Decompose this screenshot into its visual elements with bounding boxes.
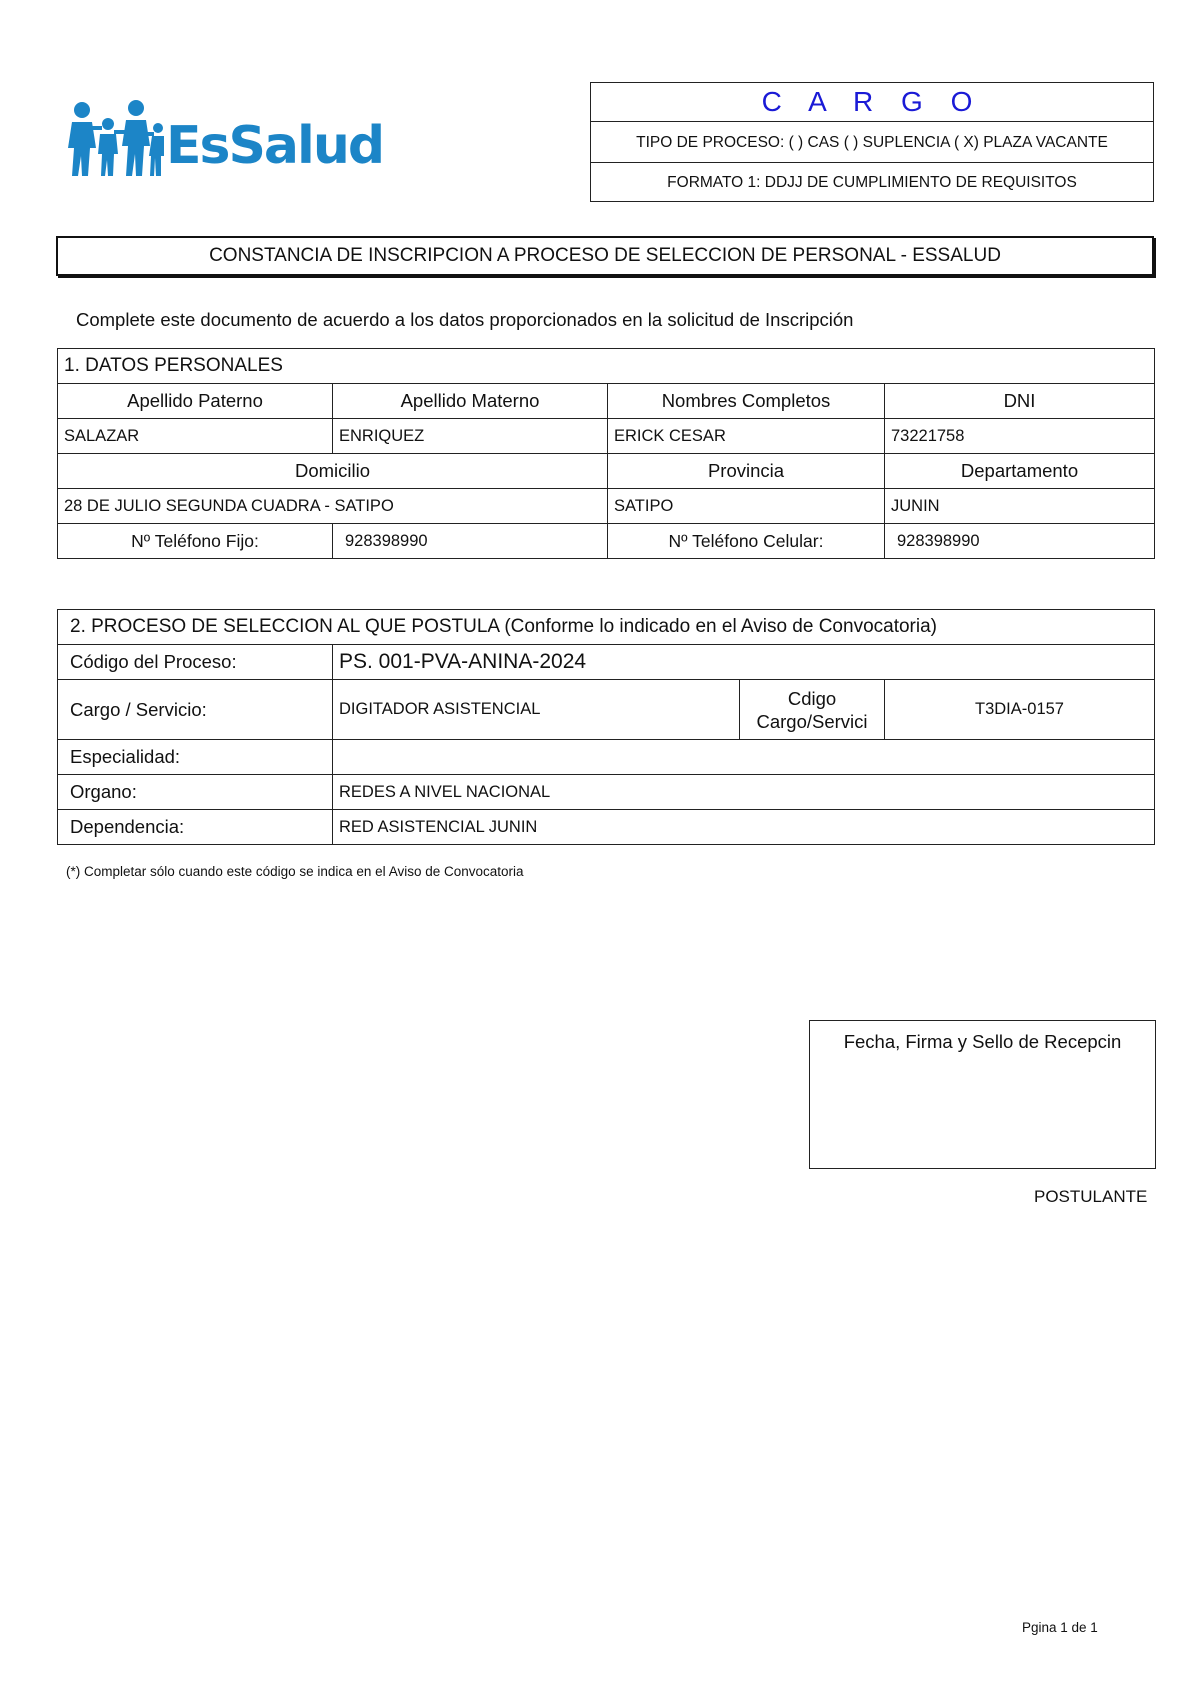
formato-label: FORMATO 1: DDJJ DE CUMPLIMIENTO DE REQUISITOS — [591, 162, 1153, 202]
label-codigo-cargo — [740, 680, 885, 740]
col-nombres: Nombres Completos — [608, 384, 885, 419]
proceso-table — [57, 609, 1155, 845]
organo-value: REDES A NIVEL NACIONAL — [333, 775, 1155, 810]
logo-text: EsSalud — [166, 116, 384, 176]
document-title: CONSTANCIA DE INSCRIPCION A PROCESO DE SELECCION DE PERSONAL - ESSALUD — [56, 236, 1154, 276]
signature-box — [809, 1020, 1156, 1169]
col-apellido-materno: Apellido Materno — [333, 384, 608, 419]
label-telefono-celular: Nº Teléfono Celular: — [608, 524, 885, 559]
col-provincia: Provincia — [608, 454, 885, 489]
apellido-materno-value: ENRIQUEZ — [333, 419, 608, 454]
codigo-cargo-value: T3DIA-0157 — [885, 680, 1155, 740]
label-especialidad: Especialidad: — [58, 740, 333, 775]
apellido-paterno-value: SALAZAR — [58, 419, 333, 454]
cargo-value: DIGITADOR ASISTENCIAL — [333, 680, 740, 740]
label-dependencia: Dependencia: — [58, 810, 333, 845]
label-codigo-cargo-line-1: Cdigo — [787, 687, 837, 709]
tipo-proceso: TIPO DE PROCESO: ( ) CAS ( ) SUPLENCIA ( X) PLAZA VACANTE — [591, 121, 1153, 163]
telefono-celular-value: 928398990 — [885, 524, 1155, 559]
col-apellido-paterno: Apellido Paterno — [58, 384, 333, 419]
signature-box-label: Fecha, Firma y Sello de Recepcin — [843, 1031, 1122, 1052]
label-telefono-fijo: Nº Teléfono Fijo: — [58, 524, 333, 559]
label-organo: Organo: — [58, 775, 333, 810]
datos-personales-table — [57, 348, 1155, 559]
col-departamento: Departamento — [885, 454, 1155, 489]
proceso-heading: 2. PROCESO DE SELECCION AL QUE POSTULA (Conforme lo indicado en el Aviso de Convocatoria) — [58, 610, 1155, 645]
telefono-fijo-value: 928398990 — [333, 524, 608, 559]
label-codigo-cargo-line-2: Cargo/Servici — [756, 710, 868, 732]
nombres-value: ERICK CESAR — [608, 419, 885, 454]
col-domicilio: Domicilio — [58, 454, 608, 489]
dependencia-value: RED ASISTENCIAL JUNIN — [333, 810, 1155, 845]
essalud-logo — [64, 98, 384, 176]
provincia-value: SATIPO — [608, 489, 885, 524]
postulante-label: POSTULANTE — [1034, 1187, 1148, 1206]
cargo-title: C A R G O — [761, 85, 983, 117]
cargo-box — [590, 82, 1154, 202]
page-number: Pgina 1 de 1 — [1022, 1620, 1098, 1635]
datos-personales-heading: 1. DATOS PERSONALES — [58, 349, 1155, 384]
especialidad-value — [333, 740, 1155, 775]
label-codigo-proceso: Código del Proceso: — [58, 645, 333, 680]
label-cargo: Cargo / Servicio: — [58, 680, 333, 740]
intro-text: Complete este documento de acuerdo a los datos proporcionados en la solicitud de Inscripción — [76, 309, 854, 330]
family-figures-icon — [64, 98, 164, 176]
dni-value: 73221758 — [885, 419, 1155, 454]
footnote: (*) Completar sólo cuando este código se indica en el Aviso de Convocatoria — [66, 864, 524, 879]
codigo-proceso-value: PS. 001-PVA-ANINA-2024 — [333, 645, 1155, 680]
departamento-value: JUNIN — [885, 489, 1155, 524]
domicilio-value: 28 DE JULIO SEGUNDA CUADRA - SATIPO — [58, 489, 608, 524]
col-dni: DNI — [885, 384, 1155, 419]
